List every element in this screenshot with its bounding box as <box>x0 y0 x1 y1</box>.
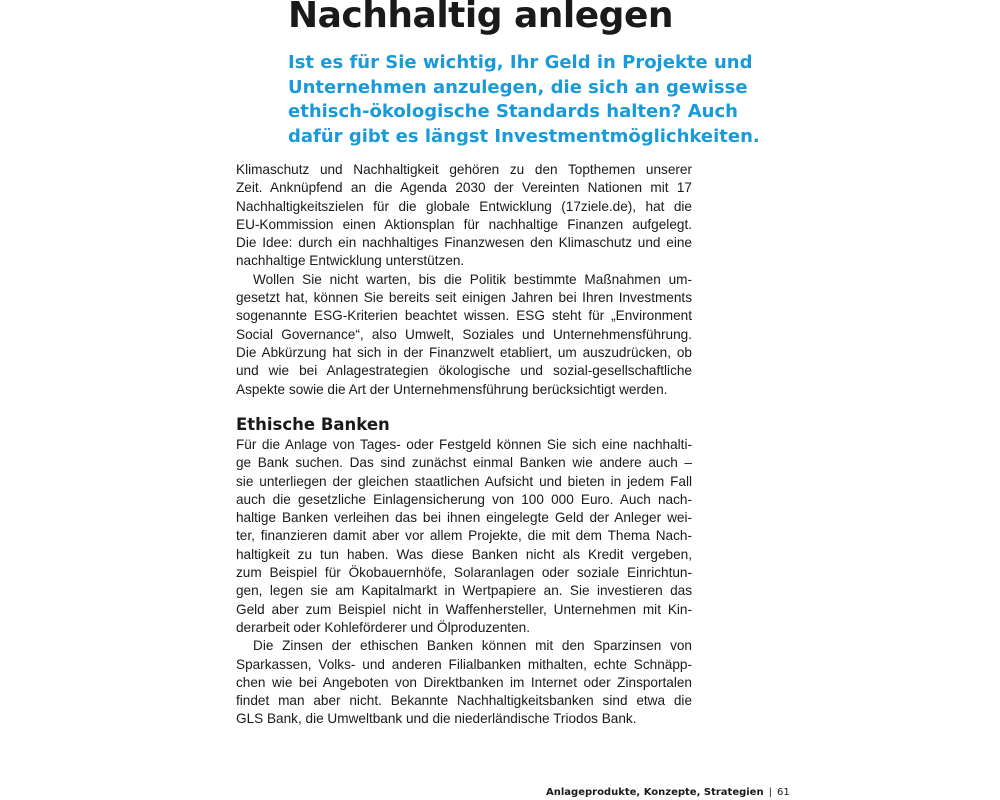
text-line: ter, finanzieren damit aber vor allem Projekte, die mit dem Thema Nach- <box>236 528 692 544</box>
text-line: gesetzt hat, können Sie bereits seit einigen Jahren bei Ihren Investments <box>236 290 692 306</box>
page-footer <box>546 786 790 800</box>
footer-section-title: Anlageprodukte, Konzepte, Strategien <box>546 787 764 798</box>
footer-separator: | <box>768 787 772 798</box>
text-line: und wie bei Anlagestrategien ökologische und sozial-gesellschaftliche <box>236 363 692 379</box>
body-paragraph <box>236 161 692 271</box>
text-line: chen wie bei Angeboten von Direktbanken im Internet oder Zinsportalen <box>236 674 692 690</box>
text-line: nachhaltige Entwicklung unterstützen. <box>236 253 465 269</box>
text-line: haltige Banken verleihen das bei ihnen eingelegte Geld der Anleger wei- <box>236 510 692 526</box>
text-line: Wollen Sie nicht warten, bis die Politik bestimmte Maßnahmen um- <box>253 271 692 287</box>
lead-line: dafür gibt es längst Investmentmöglichkeiten. <box>288 125 760 147</box>
body-paragraph <box>236 436 692 637</box>
text-line: haltigkeit zu tun haben. Was diese Banken nicht als Kredit vergeben, <box>236 546 692 562</box>
text-line: ge Bank suchen. Das sind zunächst einmal Banken wie andere auch – <box>236 455 692 471</box>
text-line: Die Zinsen der ethischen Banken können mit den Sparzinsen von <box>253 638 692 654</box>
text-line: Für die Anlage von Tages- oder Festgeld können Sie sich eine nachhalti- <box>236 437 692 452</box>
text-line: Nachhaltigkeitszielen für die globale Entwicklung (17ziele.de), hat die <box>236 198 692 214</box>
text-line: sogenannte ESG-Kriterien beachtet wissen. ESG steht für „Environment <box>236 308 692 324</box>
lead-line: Unternehmen anzulegen, die sich an gewisse <box>288 76 748 98</box>
text-line: Sparkassen, Volks- und anderen Filialbanken mithalten, echte Schnäpp- <box>236 656 692 672</box>
text-line: findet man aber nicht. Bekannte Nachhaltigkeitsbanken sind etwa die <box>236 693 692 709</box>
text-line: zum Beispiel für Ökobauernhöfe, Solaranlagen oder soziale Einrichtun- <box>236 565 692 581</box>
section-text <box>236 436 692 729</box>
text-line: EU-Kommission einen Aktionsplan für nachhaltige Finanzen aufgelegt. <box>236 216 692 232</box>
page-title: Nachhaltig anlegen <box>288 0 673 36</box>
lead-line: Ist es für Sie wichtig, Ihr Geld in Projekte und <box>288 52 753 73</box>
text-line: derarbeit oder Kohleförderer und Ölproduzenten. <box>236 619 530 635</box>
page-number: 61 <box>776 787 790 798</box>
text-line: GLS Bank, die Umweltbank und die niederländische Triodos Bank. <box>236 711 637 727</box>
body-paragraph <box>236 637 692 728</box>
lead-paragraph <box>288 51 760 149</box>
body-paragraph <box>236 271 692 399</box>
text-line: Social Governance“, also Umwelt, Soziales und Unternehmensführung. <box>236 326 692 342</box>
text-line: sie unterliegen der gleichen staatlichen Aufsicht und bieten in jedem Fall <box>236 473 692 489</box>
text-line: auch die gesetzliche Einlagensicherung von 100 000 Euro. Auch nach- <box>236 491 692 507</box>
text-line: Geld aber zum Beispiel nicht in Waffenhersteller, Unternehmen mit Kin- <box>236 601 692 617</box>
text-line: gen, legen sie am Kapitalmarkt in Wertpapiere an. Sie investieren das <box>236 583 692 599</box>
section-heading: Ethische Banken <box>236 415 390 434</box>
text-line: Die Abkürzung hat sich in der Finanzwelt etabliert, um auszudrücken, ob <box>236 344 692 360</box>
text-line: Die Idee: durch ein nachhaltiges Finanzwesen den Klimaschutz und eine <box>236 235 692 251</box>
text-line: Aspekte sowie die Art der Unternehmensführung berücksichtigt werden. <box>236 381 668 397</box>
text-line: Zeit. Anknüpfend an die Agenda 2030 der Vereinten Nationen mit 17 <box>236 180 692 196</box>
text-line: Klimaschutz und Nachhaltigkeit gehören zu den Topthemen unserer <box>236 162 692 177</box>
lead-line: ethisch-ökologische Standards halten? Auch <box>288 101 738 122</box>
intro-text <box>236 161 692 399</box>
